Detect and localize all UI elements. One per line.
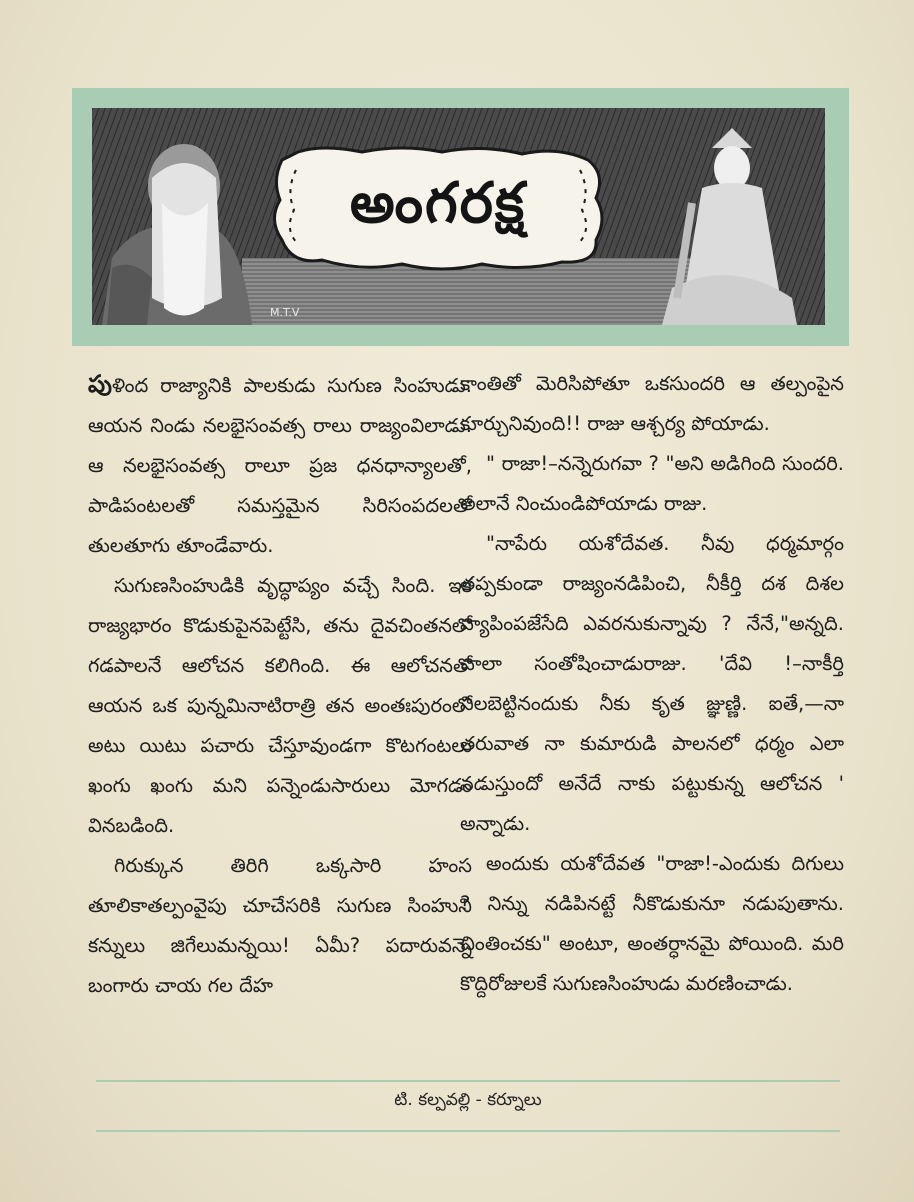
paragraph: పుళింద రాజ్యానికి పాలకుడు సుగుణ సింహుడు. ఆయన నిండు నలభైసంవత్స రాలు రాజ్యంవిలాడు. ఆ నలభైసంవత్స రాలూ ప్రజ ధనధాన్యాలతో, పాడిపంటలతో సమస్తమైన సిరిసంపదలతో తులతూగు తూండేవారు. bbox=[88, 370, 472, 557]
page-title: అంగరక్ష bbox=[349, 170, 527, 236]
article-left-column bbox=[88, 364, 472, 1006]
paragraph: " రాజా!–నన్నెరుగవా ? "అని అడిగింది సుందరి. అలానే నించుండిపోయాడు రాజు. bbox=[460, 452, 844, 515]
divider-bottom bbox=[96, 1130, 840, 1132]
paragraph: అందుకు యశోదేవత "రాజా!-ఎందుకు దిగులు ? నిన్ను నడిపినట్టే నీకొడుకునూ నడుపుతాను. చింతించకు" అంటూ, అంతర్ధానమై పోయింది. మరి కొద్దిరోజులకే సుగుణసింహుడు మరణించాడు. bbox=[460, 852, 844, 995]
paragraph: "నాపేరు యశోదేవత. నీవు ధర్మమార్గం తప్పకుండా రాజ్యంనడిపించి, నీకీర్తి దశ దిశల వ్యాపింపజేసేది ఎవరనుకున్నావు ? నేనే,"అన్నది. చాలా సంతోషించాడురాజు. 'దేవి !–నాకీర్తి నిలబెట్టినందుకు నీకు కృత జ్ఞుణ్ణి. ఐతే,—నా తరువాత నా కుమారుడి పాలనలో ధర్మం ఎలా నడుస్తుందో అనేదే నాకు పట్టుకున్న ఆలోచన ' అన్నాడు. bbox=[460, 532, 844, 835]
divider-top bbox=[96, 1080, 840, 1082]
drop-cap: పు bbox=[88, 370, 112, 398]
paragraph: గిరుక్కున తిరిగి ఒక్కసారి హంస తూలికాతల్పంవైపు చూచేసరికి సుగుణ సింహుని కన్నులు జిగేలుమన్నయి! ఏమీ? పదారువన్నె బంగారు చాయ గల దేహ bbox=[88, 854, 472, 997]
author-credit: టి. కల్పవల్లి - కర్నూలు bbox=[394, 1090, 542, 1110]
paragraph: సుగుణసింహుడికి వృద్ధాప్యం వచ్చే సింది. ఇక రాజ్యభారం కొడుకుపైనపెట్టేసి, తను దైవచింతనలో గడపాలనే ఆలోచన కలిగింది. ఈ ఆలోచనతో ఆయన ఒక పున్నమినాటిరాత్రి తన అంతఃపురంలో అటు యిటు పచారు చేస్తూవుండగా కొటగంటలు ఖంగు ఖంగు మని పన్నెండుసారులు మోగడం వినబడింది. bbox=[88, 574, 472, 837]
article-right-column bbox=[460, 364, 844, 1004]
artist-signature: M.T.V bbox=[270, 306, 300, 319]
paragraph: కాంతితో మెరిసిపోతూ ఒకసుందరి ఆ తల్పంపైన కూర్చునివుంది!! రాజు ఆశ్చర్య పోయాడు. bbox=[460, 372, 844, 435]
